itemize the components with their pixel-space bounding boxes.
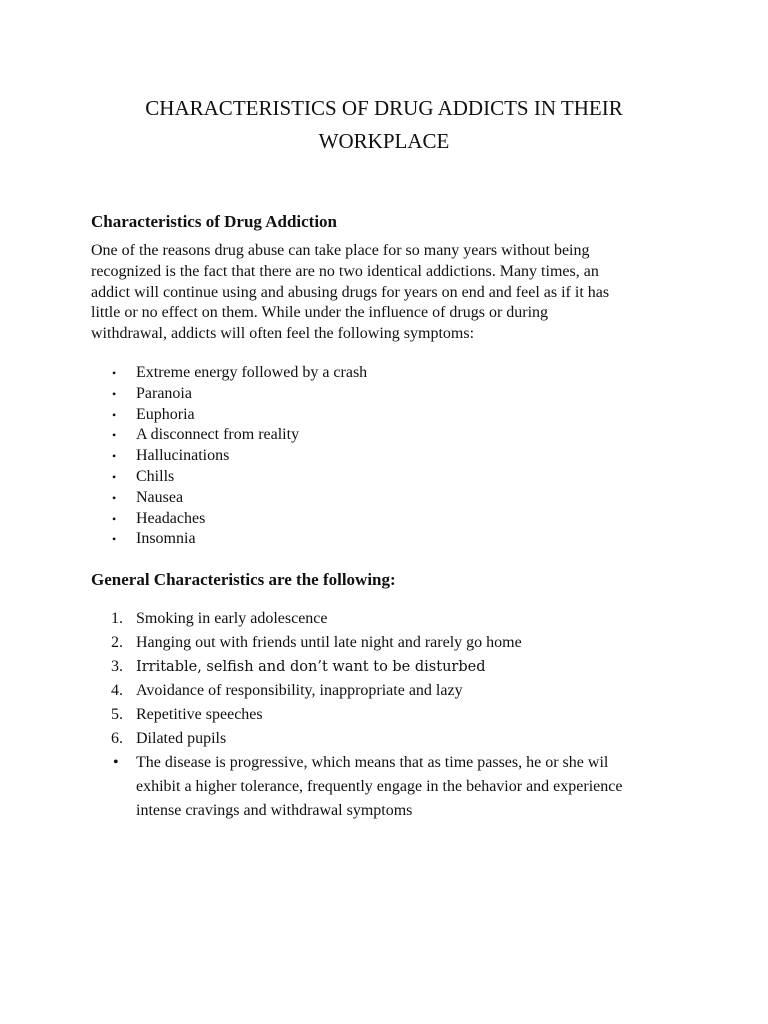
- symptom-text: Headaches: [136, 509, 206, 527]
- symptom-text: A disconnect from reality: [136, 426, 300, 444]
- intro-paragraph: [91, 241, 691, 345]
- symptom-text: Insomnia: [136, 530, 196, 548]
- section-heading-drug-addiction: Characteristics of Drug Addiction: [91, 212, 338, 231]
- title-line-1: CHARACTERISTICS OF DRUG ADDICTS IN THEIR: [145, 96, 623, 120]
- bullet-icon: •: [112, 407, 117, 422]
- paragraph-line: little or no effect on them. While under the influence of drugs or during: [91, 304, 549, 322]
- item-text: Avoidance of responsibility, inappropriate and lazy: [136, 682, 463, 699]
- item-text: Irritable, selfish and don’t want to be disturbed: [136, 659, 486, 675]
- item-number: 6.: [111, 730, 123, 747]
- paragraph-line: One of the reasons drug abuse can take place for so many years without being: [91, 242, 590, 259]
- bullet-icon: •: [112, 490, 117, 505]
- final-item-line: intense cravings and withdrawal symptoms: [136, 802, 413, 819]
- document-title: [0, 92, 768, 158]
- final-item-line: The disease is progressive, which means that as time passes, he or she wil: [136, 754, 609, 771]
- bullet-icon: •: [112, 449, 117, 464]
- final-item-text: [136, 751, 696, 823]
- bullet-icon: •: [112, 428, 117, 443]
- final-item-line: exhibit a higher tolerance, frequently engage in the behavior and experience: [136, 778, 623, 795]
- symptom-text: Hallucinations: [136, 447, 230, 465]
- item-number: 5.: [111, 706, 123, 723]
- symptom-text: Nausea: [136, 488, 184, 506]
- symptom-text: Extreme energy followed by a crash: [136, 364, 368, 381]
- item-text: Hanging out with friends until late night and rarely go home: [136, 634, 522, 651]
- item-text: Dilated pupils: [136, 730, 227, 747]
- section-heading-general-characteristics: General Characteristics are the following:: [91, 570, 396, 589]
- paragraph-line: withdrawal, addicts will often feel the following symptoms:: [91, 325, 475, 343]
- item-number: 2.: [111, 634, 123, 651]
- bullet-icon: •: [112, 386, 117, 401]
- symptom-text: Chills: [136, 467, 175, 485]
- symptom-text: Euphoria: [136, 405, 195, 423]
- paragraph-line: recognized is the fact that there are no two identical addictions. Many times, an: [91, 262, 599, 280]
- title-line-2: WORKPLACE: [318, 129, 450, 153]
- item-number: 4.: [111, 682, 123, 699]
- bullet-icon: •: [112, 366, 117, 380]
- bullet-icon: •: [112, 511, 117, 526]
- bullet-icon: •: [112, 532, 117, 547]
- item-number: 3.: [111, 658, 123, 675]
- item-number: 1.: [111, 610, 123, 627]
- item-text: Smoking in early adolescence: [136, 610, 328, 627]
- item-text: Repetitive speeches: [136, 706, 263, 723]
- bullet-icon: •: [112, 469, 117, 484]
- bullet-icon: •: [113, 754, 119, 771]
- symptom-text: Paranoia: [136, 384, 192, 402]
- paragraph-line: addict will continue using and abusing drugs for years on end and feel as if it has: [91, 283, 610, 301]
